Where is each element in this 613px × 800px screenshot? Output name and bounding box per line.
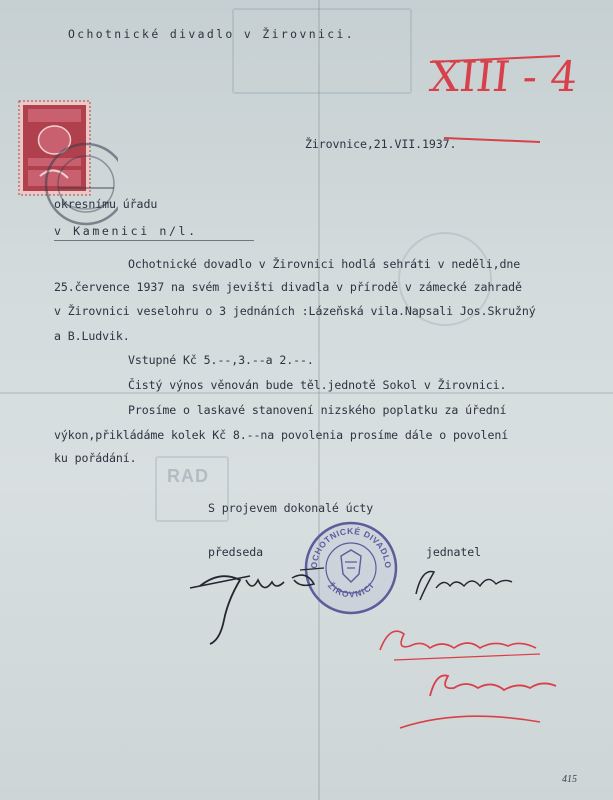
ghost-stamp-top [232,8,412,94]
request-line-2: výkon,přikládáme kolek Kč 8.--na povolenia prosíme dále o povolení [54,428,509,442]
closing-line: S projevem dokonalé úcty [208,501,374,515]
body-line-3: v Žirovnici veselohru o 3 jednáních :Lázeňská vila.Napsali Jos.Skružný [54,304,536,318]
file-mark: XIII - 4 [427,52,580,101]
body-line-4: a B.Ludvik. [54,329,130,343]
place-date: Žirovnice,21.VII.1937. [305,137,457,151]
page-number: 415 [562,774,577,785]
paper-fold-horizontal [0,392,613,394]
body-line-1: Ochotnické dovadlo v Žirovnici hodlá sehráti v neděli,dne [128,257,521,271]
seal-top-text: OCHOTNICKÉ DIVADLO [308,525,394,569]
chairman-signature [180,540,330,650]
postmark [18,140,118,230]
letterhead: Ochotnické divadlo v Žirovnici. [68,27,355,41]
admission-line: Vstupné Kč 5.--,3.--a 2.--. [128,353,314,367]
secretary-title: jednatel [426,545,482,559]
file-mark-strokes [420,50,590,150]
addressee-underline [54,240,254,241]
request-line-3: ku pořádání. [54,451,137,465]
proceeds-line: Čistý výnos věnován bude těl.jednotě Sokol v Žirovnici. [128,378,507,392]
paper-fold-vertical [318,0,320,800]
secretary-signature [408,560,528,610]
request-line-1: Prosíme o laskavé stanovení nizského poplatku za úřední [128,403,507,417]
ghost-stamp-label: RAD [167,466,209,486]
red-pencil-annotation [370,610,570,740]
seal-bottom-text: ŽIROVNICI [325,580,377,600]
body-line-2: 25.července 1937 na svém jevišti divadla v přírodě v zámecké zahradě [54,280,522,294]
addressee-town: v Kamenici n/l. [54,224,198,238]
addressee-office: okresnímu úřadu [54,197,158,211]
chairman-title: předseda [208,545,264,559]
